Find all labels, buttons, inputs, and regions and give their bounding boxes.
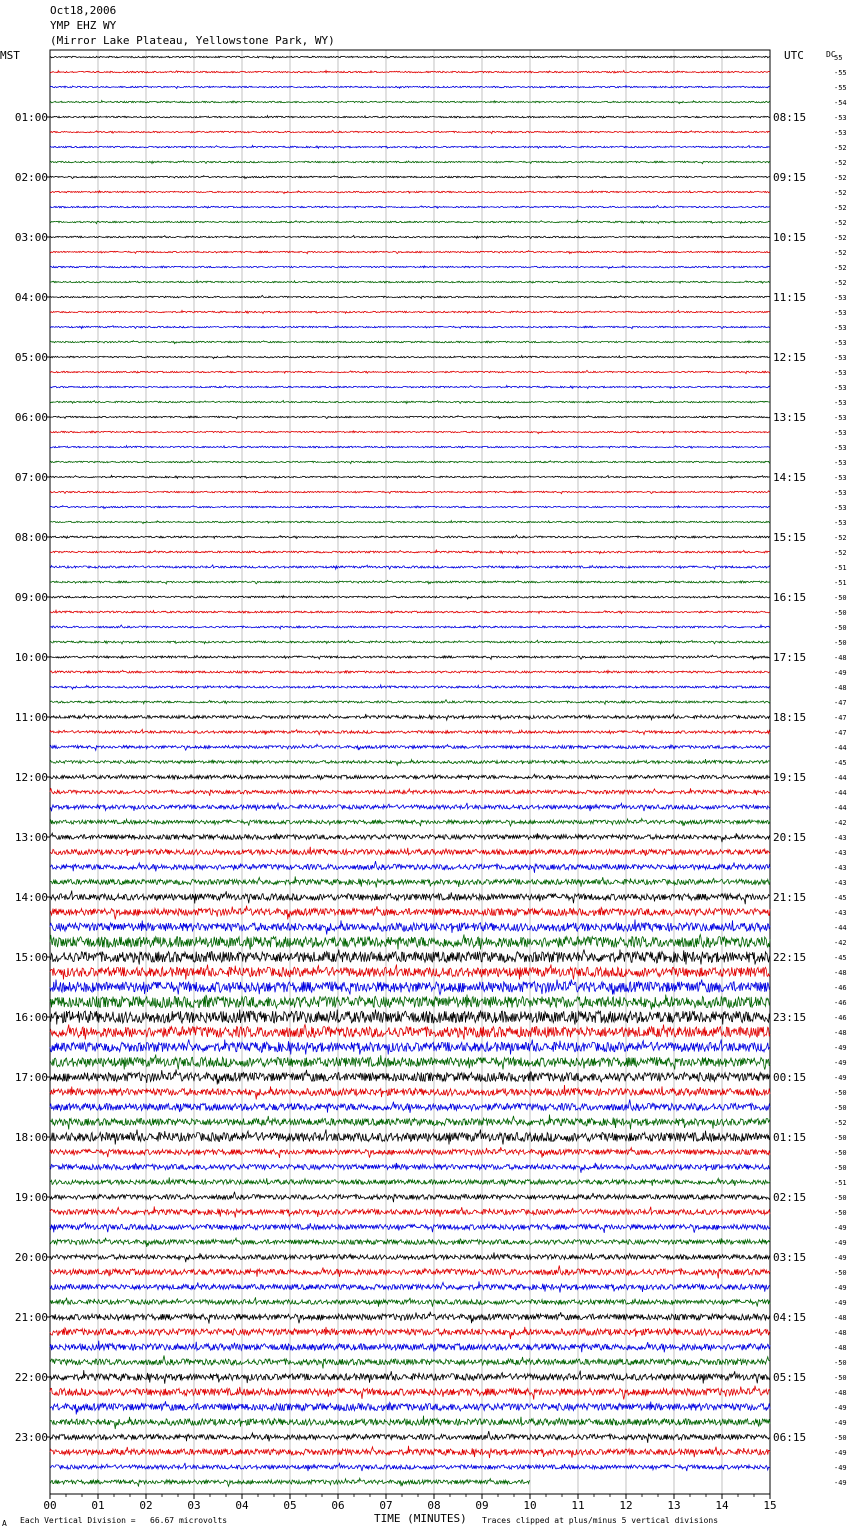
right-time-label: 12:15 [773,351,807,364]
dc-offset-label: -53 [834,294,847,302]
seismic-trace [50,401,770,404]
seismic-trace [50,1355,770,1368]
seismic-trace [50,1463,770,1471]
seismic-trace [50,1446,770,1458]
seismic-trace [50,819,770,827]
right-time-label: 01:15 [773,1131,807,1144]
dc-offset-label: -42 [834,819,847,827]
right-time-label: 03:15 [773,1251,807,1264]
seismic-trace [50,266,770,269]
left-time-label: 23:00 [14,1431,48,1444]
left-time-label: 06:00 [14,411,48,424]
seismic-trace [50,565,770,569]
seismic-trace [50,950,770,965]
seismic-trace [50,86,770,89]
dc-offset-label: -46 [834,984,847,992]
dc-offset-label: -51 [834,579,847,587]
seismic-trace [50,116,770,119]
right-time-label: 09:15 [773,171,807,184]
dc-offset-label: -52 [834,1119,847,1127]
dc-offset-label: -49 [834,1449,847,1457]
dc-offset-label: -49 [834,1224,847,1232]
seismic-trace [50,1115,770,1130]
dc-offset-label: -49 [834,1074,847,1082]
seismic-trace [50,729,770,734]
dc-offset-label: -50 [834,1164,847,1172]
dc-offset-label: -50 [834,609,847,617]
dc-offset-label: -49 [834,1239,847,1247]
x-tick-label: 05 [283,1499,297,1512]
seismic-trace [50,460,770,463]
x-tick-label: 15 [763,1499,777,1512]
seismic-trace [50,847,770,856]
right-time-label: 11:15 [773,291,807,304]
left-time-label: 07:00 [14,471,48,484]
dc-offset-label: -47 [834,714,847,722]
clipping-note: Traces clipped at plus/minus 5 vertical divisions [482,1516,719,1525]
dc-offset-label: -44 [834,804,847,812]
dc-offset-label: 55 [834,54,843,62]
seismic-trace [50,995,770,1010]
seismic-trace [50,1192,770,1202]
left-time-label: 14:00 [14,891,48,904]
left-time-label: 08:00 [14,531,48,544]
dc-offset-label: -43 [834,849,847,857]
seismic-trace [50,596,770,599]
dc-offset-label: -53 [834,459,847,467]
x-tick-label: 02 [139,1499,153,1512]
dc-offset-label: -52 [834,189,847,197]
right-time-label: 05:15 [773,1371,807,1384]
right-time-label: 04:15 [773,1311,807,1324]
x-tick-label: 06 [331,1499,345,1512]
seismic-trace [50,431,770,434]
dc-offset-label: -44 [834,774,847,782]
dc-offset-label: -52 [834,144,847,152]
dc-offset-label: -46 [834,999,847,1007]
right-time-label: 08:15 [773,111,807,124]
dc-offset-label: -48 [834,1389,847,1397]
dc-offset-label: -43 [834,879,847,887]
right-time-label: 21:15 [773,891,807,904]
seismic-trace [50,906,770,920]
seismic-trace [50,251,770,254]
station-location: (Mirror Lake Plateau, Yellowstone Park, WY) [50,34,335,47]
seismic-trace [50,416,770,419]
seismic-trace [50,341,770,344]
corner-mark: A [2,1519,7,1528]
left-time-label: 16:00 [14,1011,48,1024]
dc-offset-label: -53 [834,309,847,317]
dc-offset-label: -54 [834,99,847,107]
left-time-label: 22:00 [14,1371,48,1384]
seismic-trace [50,920,770,935]
left-time-label: 17:00 [14,1071,48,1084]
right-time-label: 06:15 [773,1431,807,1444]
dc-offset-label: -53 [834,114,847,122]
left-time-label: 12:00 [14,771,48,784]
dc-offset-label: -52 [834,174,847,182]
left-time-label: 21:00 [14,1311,48,1324]
seismic-trace [50,220,770,223]
dc-offset-label: -43 [834,864,847,872]
dc-offset-label: -47 [834,729,847,737]
right-time-label: 22:15 [773,951,807,964]
seismic-trace [50,1416,770,1429]
seismic-trace [50,759,770,765]
dc-offset-label: -52 [834,279,847,287]
left-time-label: 04:00 [14,291,48,304]
dc-offset-label: -49 [834,1044,847,1052]
dc-offset-label: -50 [834,1209,847,1217]
seismic-trace [50,1147,770,1158]
seismic-trace [50,803,770,811]
seismic-trace [50,1055,770,1070]
seismic-trace [50,236,770,239]
dc-offset-label: -50 [834,639,847,647]
left-time-label: 15:00 [14,951,48,964]
seismic-trace [50,625,770,629]
seismic-trace [50,1085,770,1099]
dc-offset-label: -48 [834,1344,847,1352]
dc-offset-label: -48 [834,1329,847,1337]
left-time-label: 03:00 [14,231,48,244]
dc-offset-label: -43 [834,909,847,917]
seismic-trace [50,370,770,373]
dc-offset-label: -53 [834,489,847,497]
seismic-trace [50,101,770,104]
dc-offset-label: -52 [834,264,847,272]
seismic-trace [50,935,770,950]
seismic-trace [50,1431,770,1443]
dc-offset-label: -50 [834,1149,847,1157]
seismic-trace [50,1327,770,1339]
right-time-label: 14:15 [773,471,807,484]
dc-offset-label: -50 [834,1089,847,1097]
dc-offset-label: -53 [834,129,847,137]
dc-offset-label: -49 [834,1479,847,1487]
dc-offset-label: -49 [834,1419,847,1427]
dc-offset-label: -55 [834,84,847,92]
seismic-trace [50,610,770,613]
seismic-trace [50,1222,770,1233]
x-tick-label: 01 [91,1499,105,1512]
seismic-trace [50,640,770,644]
seismic-trace [50,774,770,780]
seismic-trace [50,1386,770,1400]
dc-offset-label: -46 [834,1014,847,1022]
dc-offset-label: -53 [834,339,847,347]
dc-offset-label: -48 [834,1314,847,1322]
seismic-trace [50,295,770,298]
seismic-trace [50,1401,770,1414]
dc-offset-label: -49 [834,1464,847,1472]
seismic-trace [50,1163,770,1173]
right-time-label: 19:15 [773,771,807,784]
dc-offset-label: -50 [834,1134,847,1142]
seismic-trace [50,1206,770,1217]
dc-offset-label: -50 [834,1104,847,1112]
right-time-label: 16:15 [773,591,807,604]
dc-offset-label: -49 [834,1059,847,1067]
seismic-trace [50,191,770,194]
dc-offset-label: -48 [834,1029,847,1037]
seismic-trace [50,56,770,59]
seismic-trace [50,1100,770,1113]
seismic-trace [50,1238,770,1247]
dc-offset-label: -45 [834,759,847,767]
left-time-label: 09:00 [14,591,48,604]
dc-offset-label: -53 [834,414,847,422]
dc-offset-label: -47 [834,699,847,707]
dc-offset-label: -50 [834,1374,847,1382]
seismic-trace [50,655,770,659]
left-time-label: 13:00 [14,831,48,844]
x-tick-label: 07 [379,1499,393,1512]
left-time-label: 02:00 [14,171,48,184]
dc-offset-label: -43 [834,834,847,842]
right-time-label: 13:15 [773,411,807,424]
seismic-trace [50,130,770,133]
x-axis-title: TIME (MINUTES) [374,1512,467,1525]
dc-offset-label: -53 [834,519,847,527]
seismic-trace [50,145,770,148]
seismic-trace [50,1281,770,1292]
seismic-trace [50,1341,770,1353]
seismic-trace [50,861,770,873]
recording-date: Oct18,2006 [50,4,117,17]
right-timezone-label: UTC [784,49,804,62]
dc-offset-label: -52 [834,204,847,212]
seismic-trace [50,205,770,208]
right-time-label: 23:15 [773,1011,807,1024]
dc-offset-label: -49 [834,1284,847,1292]
dc-offset-label: -44 [834,789,847,797]
dc-offset-label: -53 [834,369,847,377]
seismic-trace [50,71,770,74]
right-time-label: 00:15 [773,1071,807,1084]
dc-offset-label: -51 [834,1179,847,1187]
right-time-label: 18:15 [773,711,807,724]
dc-offset-label: -53 [834,324,847,332]
seismic-trace [50,550,770,554]
seismic-trace [50,714,770,720]
dc-offset-label: -52 [834,219,847,227]
vertical-scale-note: Each Vertical Division = 66.67 microvolts [20,1516,228,1525]
dc-offset-label: -53 [834,354,847,362]
dc-offset-label: -45 [834,954,847,962]
seismic-trace [50,385,770,388]
dc-offset-label: -49 [834,669,847,677]
right-time-label: 20:15 [773,831,807,844]
station-code: YMP EHZ WY [50,19,117,32]
seismic-trace [50,1040,770,1055]
seismic-trace [50,965,770,980]
seismic-trace [50,310,770,313]
left-time-label: 10:00 [14,651,48,664]
seismic-trace [50,506,770,509]
dc-offset-label: -53 [834,504,847,512]
dc-offset-label: -50 [834,624,847,632]
seismic-trace [50,1070,770,1085]
dc-offset-label: -50 [834,594,847,602]
dc-offset-label: -44 [834,924,847,932]
seismic-trace [50,161,770,164]
seismic-trace [50,491,770,494]
x-tick-label: 09 [475,1499,489,1512]
seismic-trace [50,1265,770,1278]
left-time-label: 18:00 [14,1131,48,1144]
dc-offset-label: -50 [834,1269,847,1277]
seismic-trace [50,1177,770,1185]
dc-offset-label: -49 [834,1404,847,1412]
dc-offset-label: -51 [834,564,847,572]
left-time-label: 19:00 [14,1191,48,1204]
dc-offset-label: -52 [834,249,847,257]
seismic-trace [50,1297,770,1306]
seismic-trace [50,475,770,478]
seismic-trace [50,176,770,179]
dc-offset-label: -53 [834,444,847,452]
x-tick-label: 14 [715,1499,729,1512]
seismic-trace [50,833,770,842]
dc-offset-label: -48 [834,654,847,662]
dc-offset-label: -53 [834,384,847,392]
dc-offset-label: -50 [834,1359,847,1367]
dc-offset-label: -52 [834,534,847,542]
seismic-trace [50,356,770,359]
left-time-label: 20:00 [14,1251,48,1264]
dc-offset-label: -49 [834,1299,847,1307]
dc-offset-label: -50 [834,1194,847,1202]
seismic-trace [50,1370,770,1384]
seismic-trace [50,700,770,705]
x-tick-label: 12 [619,1499,633,1512]
x-tick-label: 11 [571,1499,585,1512]
seismic-trace [50,1130,770,1145]
left-time-label: 11:00 [14,711,48,724]
dc-offset-label: -42 [834,939,847,947]
x-tick-label: 13 [667,1499,681,1512]
seismic-trace [50,876,770,887]
seismic-trace [50,535,770,539]
seismic-trace [50,446,770,449]
x-tick-label: 04 [235,1499,249,1512]
dc-offset-label: -53 [834,474,847,482]
left-time-label: 05:00 [14,351,48,364]
left-time-label: 01:00 [14,111,48,124]
seismic-trace [50,1312,770,1324]
dc-offset-label: -44 [834,744,847,752]
seismic-trace [50,1025,770,1040]
x-tick-label: 00 [43,1499,57,1512]
dc-offset-label: -45 [834,894,847,902]
seismic-trace [50,788,770,796]
dc-offset-label: -52 [834,159,847,167]
seismic-trace [50,521,770,524]
dc-offset-heading: DC [826,50,836,59]
seismic-trace [50,670,770,673]
x-tick-label: 03 [187,1499,201,1512]
dc-offset-label: -50 [834,1434,847,1442]
seismic-trace [50,685,770,689]
dc-offset-label: -48 [834,969,847,977]
right-time-label: 17:15 [773,651,807,664]
x-tick-label: 08 [427,1499,441,1512]
seismic-trace [50,744,770,750]
seismic-trace [50,326,770,329]
seismic-trace [50,580,770,584]
right-time-label: 02:15 [773,1191,807,1204]
dc-offset-label: -52 [834,234,847,242]
seismic-trace [50,1010,770,1025]
dc-offset-label: -48 [834,684,847,692]
seismic-trace [50,891,770,905]
dc-offset-label: -55 [834,69,847,77]
seismic-trace [50,281,770,284]
seismic-trace [50,1252,770,1262]
left-timezone-label: MST [0,49,20,62]
dc-offset-label: -49 [834,1254,847,1262]
dc-offset-label: -53 [834,399,847,407]
dc-offset-label: -53 [834,429,847,437]
seismic-trace [50,980,770,995]
right-time-label: 15:15 [773,531,807,544]
dc-offset-label: -52 [834,549,847,557]
right-time-label: 10:15 [773,231,807,244]
x-tick-label: 10 [523,1499,537,1512]
